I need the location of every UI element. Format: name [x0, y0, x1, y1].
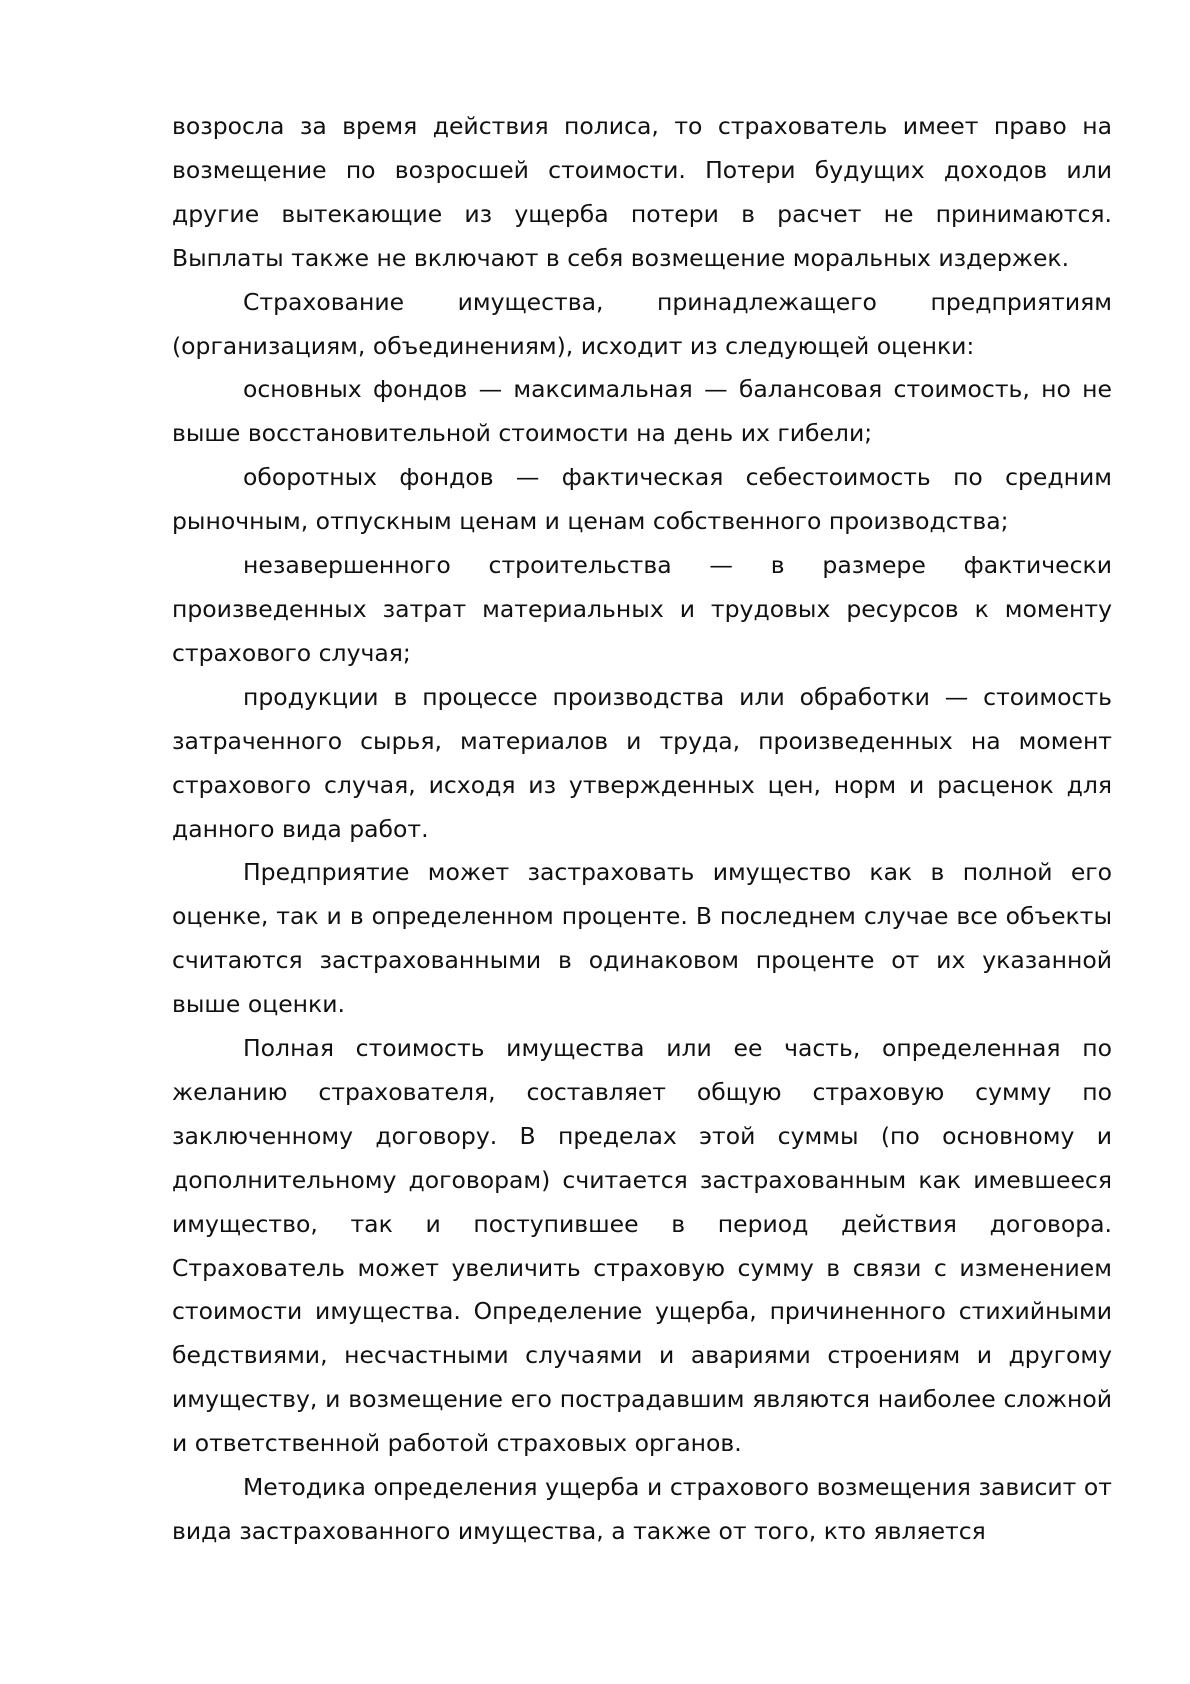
- paragraph-8: Полная стоимость имущества или ее часть, определенная по желанию страхователя, составляет общую страховую сумму по заключенному договору. В пределах этой суммы (по основному и дополнительному договорам) считается застрахованным как имевшееся имущество, так и поступившее в период действия договора. Страхователь может увеличить страховую сумму в связи с изменением стоимости имущества. Определение ущерба, причиненного стихийными бедствиями, несчастными случаями и авариями строениям и другому имуществу, и возмещение его пострадавшим являются наиболее сложной и ответственной работой страховых органов.: [172, 1034, 1112, 1458]
- paragraph-4: оборотных фондов — фактическая себестоимость по средним рыночным, отпускным ценам и ценам собственного производства;: [172, 463, 1112, 536]
- document-page: [172, 105, 1112, 1554]
- paragraph-1: возросла за время действия полиса, то страхователь имеет право на возмещение по возросшей стоимости. Потери будущих доходов или другие вытекающие из ущерба потери в расчет не принимаются. Выплаты также не включают в себя возмещение моральных издержек.: [172, 112, 1112, 272]
- paragraph-3: основных фондов — максимальная — балансовая стоимость, но не выше восстановительной стоимости на день их гибели;: [172, 375, 1112, 448]
- paragraph-6: продукции в процессе производства или обработки — стоимость затраченного сырья, материалов и труда, произведенных на момент страхового случая, исходя из утвержденных цен, норм и расценок для данного вида работ.: [172, 682, 1112, 843]
- paragraph-5: незавершенного строительства — в размере фактически произведенных затрат материальных и трудовых ресурсов к моменту страхового случая;: [172, 551, 1112, 667]
- paragraph-9: Методика определения ущерба и страхового возмещения зависит от вида застрахованного имущества, а также от того, кто является: [172, 1473, 1112, 1545]
- paragraph-2: Страхование имущества, принадлежащего предприятиям (организациям, объединениям), исходит из следующей оценки:: [172, 287, 1112, 360]
- paragraph-7: Предприятие может застраховать имущество как в полной его оценке, так и в определенном проценте. В последнем случае все объекты считаются застрахованными в одинаковом проценте от их указанной выше оценки.: [172, 858, 1112, 1019]
